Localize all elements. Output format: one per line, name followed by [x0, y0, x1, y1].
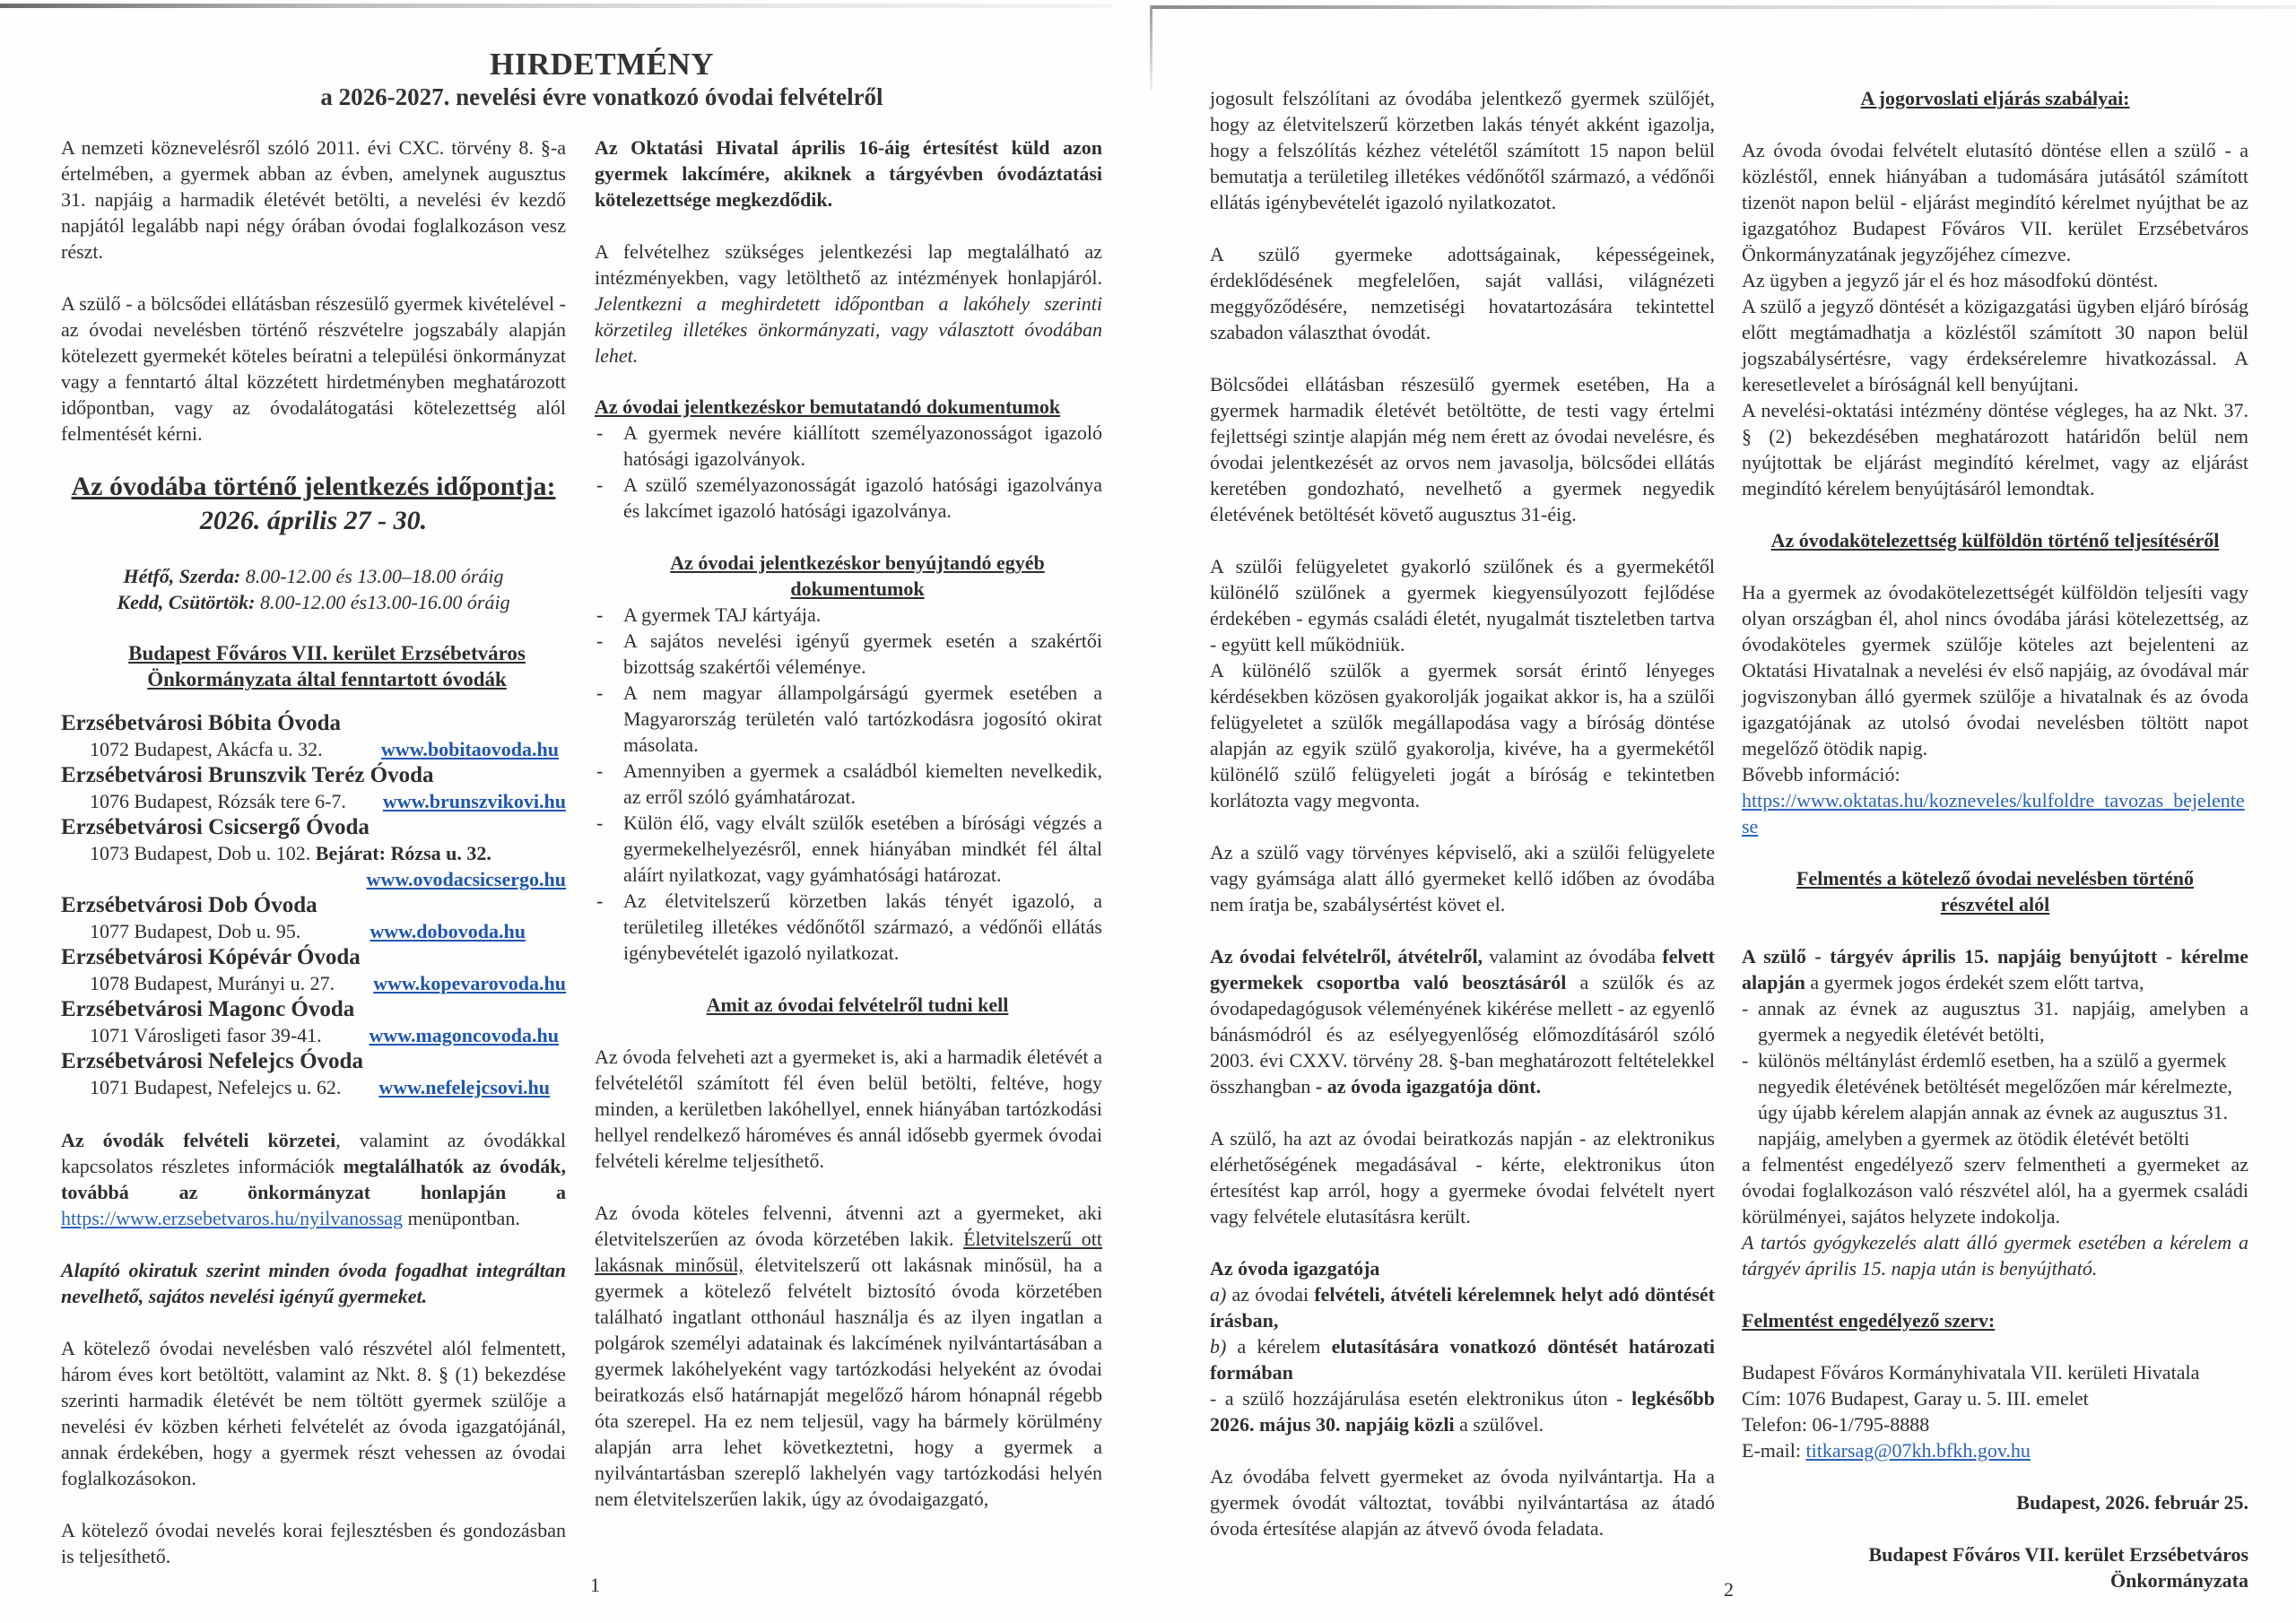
kindergarten-item: Erzsébetvárosi Dob Óvoda 1077 Budapest, Dob u. 95. www.dobovoda.hu: [61, 893, 526, 942]
custody-paragraph-1: A szülői felügyeletet gyakorló szülőnek és a gyermekétől különélő szülőnek a gyermek kiegyensúlyozott fejlődése érdekében - egymás családi életét, nyugalmát tiszteletben tartva - együtt kell működniük.: [1210, 555, 1715, 655]
date-line: Budapest, 2026. február 25.: [2016, 1491, 2248, 1514]
page1-column-2: [595, 135, 1102, 1538]
exempt-paragraph: A kötelező óvodai nevelésben való részvétel alól felmentett, három éves kort betöltött, valamint az Nkt. 8. § (1) bekezdése szerinti harmadik életévét be nem töltött gyermek szülője a nevelési év közben kérheti felvételét az óvoda igazgatójánál, annak érdekében, hogy a gyermek részt vehessen az óvodai foglalkozásokon.: [61, 1337, 566, 1489]
director-block: [1210, 1255, 1715, 1437]
nursery-paragraph: Bölcsődei ellátásban részesülő gyermek esetében, Ha a gyermek harmadik életévét betöltötte, de testi vagy értelmi fejlettségi szintje alapján még nem érett az óvodai nevelésre, és óvodai jelentkezését az orvos nem javasolja, bölcsődei ellátás keretében gondozható, nevelhető a gyermek negyedik életévének betöltését követő augusztus 31-éig.: [1210, 373, 1715, 525]
hours-row: Hétfő, Szerda: 8.00-12.00 és 13.00–18.00 óráig: [123, 565, 504, 587]
authority-phone: Telefon: 06-1/795-8888: [1742, 1413, 1930, 1436]
kindergarten-link[interactable]: www.dobovoda.hu: [370, 920, 526, 942]
page1-column-1: [61, 135, 566, 1595]
registry-paragraph: Az óvodába felvett gyermeket az óvoda nyilvántartja. Ha a gyermek óvodát változtat, további nyilvántartása az átadó óvoda értesítése alapján az átvevő óvoda feladata.: [1210, 1465, 1715, 1540]
appeal-paragraph-2: Az ügyben a jegyző jár el és hoz másodfokú döntést.: [1742, 269, 2159, 291]
abroad-paragraph: Ha a gyermek az óvodakötelezettségét külföldön teljesíti vagy olyan országban él, ahol nincs óvodába járási kötelezettség, az óvodaköteles gyermek szülője köteles azt bejelenteni az Oktatási Hivatalnak a nevelési év első napjáig, az óvodával már jogviszonyban álló gyermek szülője a hivatalnak és az óvoda igazgatójának az utolsó óvodai nevelésben töltött napot megelőző ötödik napig.: [1742, 581, 2248, 759]
authority-email-row: E-mail: titkarsag@07kh.bfkh.gov.hu: [1742, 1439, 2031, 1462]
exemption-list-item: - annak az évnek az augusztus 31. napjáig, amelyben a gyermek a negyedik életévét betölti,: [1742, 995, 2248, 1047]
exemption-tail: a felmentést engedélyező szerv felmentheti a gyermeket az óvodai foglalkozáson való részvétel alól, ha a gyermek családi körülményei, sajátos helyzete indokolja.: [1742, 1153, 2248, 1228]
signature: Budapest Főváros VII. kerület Erzsébetváros Önkormányzata: [1868, 1543, 2248, 1592]
exemption-list-item: - különös méltánylást érdemlő esetben, ha a szülő a gyermek negyedik életévének betöltését megelőzően már kérelmezte, úgy újabb kérelem alapján annak az évnek az augusztus 31. napjáig, amelyben a gyermek az ötödik életévét betölti: [1742, 1047, 2248, 1151]
kindergarten-link[interactable]: www.ovodacsicsergo.hu: [366, 868, 566, 890]
other-docs-list: [595, 602, 1102, 966]
exemption-heading: Felmentés a kötelező óvodai nevelésben történő részvétel alól: [1796, 867, 2194, 916]
director-item-c: - a szülő hozzájárulása esetén elektronikus úton - legkésőbb 2026. május 30. napjáig közli a szülővel.: [1210, 1387, 1715, 1436]
other-docs-list-item: - A nem magyar állampolgárságú gyermek esetében a Magyarország területén való tartózkodásra jogosító okirat másolata.: [595, 680, 1102, 758]
director-heading: Az óvoda igazgatója: [1210, 1257, 1380, 1280]
founding-paragraph: Alapító okiratuk szerint minden óvoda fogadhat integráltan nevelhető, sajátos nevelési igényű gyermeket.: [61, 1259, 566, 1307]
docs-list-item: - A gyermek nevére kiállított személyazonosságot igazoló hatósági igazolványok.: [595, 420, 1102, 472]
document-subtitle: a 2026-2027. nevelési évre vonatkozó óvodai felvételről: [320, 83, 883, 110]
early-development-paragraph: A kötelező óvodai nevelés korai fejlesztésben és gondozásban is teljesíthető.: [61, 1519, 566, 1567]
offense-paragraph: Az a szülő vagy törvényes képviselő, aki a szülői felügyelete vagy gyámsága alatt álló gyermeket kellő időben az óvodába nem íratja be, szabálysértést követ el.: [1210, 841, 1715, 916]
page-1: [0, 0, 1141, 1623]
know-heading: Amit az óvodai felvételről tudni kell: [706, 994, 1009, 1016]
exemption-italic-note: A tartós gyógykezelés alatt álló gyermek esetében a kérelem a tárgyév április 15. napja után is benyújtható.: [1742, 1231, 2248, 1280]
director-item-a: a) az óvodai felvételi, átvételi kérelemnek helyt adó döntését írásban,: [1210, 1283, 1715, 1332]
oktatas-link[interactable]: https://www.oktatas.hu/kozneveles/kulfoldre_tavozas_bejelentese: [1742, 789, 2245, 838]
docs-list: [595, 420, 1102, 524]
custody-paragraph-2: A különélő szülők a gyermek sorsát érintő lényeges kérdésekben közösen gyakorolják jogaikat akkor is, ha a szülői felügyeletet a szülők megállapodása vagy a bíróság döntése alapján az egyik szülő gyakorolja, kivéve, ha a gyermekétől különélő szülő felügyeleti jogát a bíróság e tekintetben korlátozta vagy megvonta.: [1210, 659, 1715, 812]
abroad-link-wrap: [1742, 787, 2248, 839]
appeal-paragraph-4: A nevelési-oktatási intézmény döntése végleges, ha az Nkt. 37. § (2) bekezdésében meghatározott határidőn belül nem nyújtottak be eljárást megindító kérelmet, vagy az eljárást megindító kérelem benyújtásáról lemondtak.: [1742, 399, 2248, 499]
page2-column-2: [1742, 85, 2248, 1593]
abroad-heading: Az óvodakötelezettség külföldön történő teljesítéséről: [1770, 529, 2220, 551]
office-hours: [61, 563, 566, 615]
other-docs-list-item: - A sajátos nevelési igényű gyermek esetén a szakértői bizottság szakértői véleménye.: [595, 628, 1102, 680]
other-docs-list-item: - Az életvitelszerű körzetben lakás tényét igazoló, a területileg illetékes védőnőtől származó, a védőnői ellátás igénybevételét igazoló nyilatkozat.: [595, 888, 1102, 966]
docs-list-item: - A szülő személyazonosságát igazoló hatósági igazolványa és lakcímet igazoló hatósági igazolványa.: [595, 472, 1102, 524]
hours-row: Kedd, Csütörtök: 8.00-12.00 és13.00-16.00 óráig: [117, 591, 510, 613]
kindergarten-item: Erzsébetvárosi Kópévár Óvoda 1078 Budapest, Murányi u. 27. www.kopevarovoda.hu: [61, 945, 566, 994]
kindergarten-link[interactable]: www.kopevarovoda.hu: [373, 972, 566, 994]
enrollment-heading-block: [61, 470, 566, 538]
kindergarten-link[interactable]: www.brunszvikovi.hu: [382, 790, 566, 812]
kindergarten-link[interactable]: www.magoncovoda.hu: [369, 1024, 559, 1046]
authority-email-link[interactable]: titkarsag@07kh.bfkh.gov.hu: [1805, 1439, 2031, 1462]
other-docs-heading: Az óvodai jelentkezéskor benyújtandó egyéb dokumentumok: [670, 551, 1045, 600]
intro-paragraph-1: A nemzeti köznevelésről szóló 2011. évi CXC. törvény 8. §-a értelmében, a gyermek abban az évben, amelynek augusztus 31. napjáig a harmadik életévét betölti, a nevelési év kezdő napjától legalább napi négy órában óvodai foglalkozáson vesz részt.: [61, 136, 566, 263]
authority-block: [1742, 1359, 2248, 1463]
electronic-paragraph: A szülő, ha azt az óvodai beiratkozás napján - az elektronikus elérhetőségének megadásával - kérte, elektronikus úton értesítést kap arról, hogy a gyermeke óvodai felvételt nyert vagy felvétele elutasításra került.: [1210, 1127, 1715, 1228]
erzsebetvaros-link[interactable]: https://www.erzsebetvaros.hu/nyilvanossag: [61, 1207, 404, 1229]
appeal-paragraph-1: Az óvoda óvodai felvételt elutasító döntése ellen a szülő - a közléstől, ennek hiányában a tudomására jutásától számított tizenöt napon belül - eljárást megindító kérelmet nyújthat be az igazgatóhoz Budapest Főváros VII. kerület Erzsébetváros Önkormányzatának jegyzőjéhez címezve.: [1742, 139, 2248, 265]
kindergarten-item: Erzsébetvárosi Brunszvik Teréz Óvoda 1076 Budapest, Rózsák tere 6-7. www.brunszvikovi.hu: [61, 763, 566, 812]
page-number: 1: [590, 1574, 600, 1596]
kindergarten-item: Erzsébetvárosi Nefelejcs Óvoda 1071 Budapest, Nefelejcs u. 62. www.nefelejcsovi.hu: [61, 1049, 550, 1098]
other-docs-list-item: - A gyermek TAJ kártyája.: [595, 602, 1102, 628]
other-docs-list-item: - Amennyiben a gyermek a családból kiemelten nevelkedik, az erről szóló gyámhatározat.: [595, 758, 1102, 810]
docs-heading: Az óvodai jelentkezéskor bemutatandó dokumentumok: [595, 395, 1061, 418]
enrollment-dates: 2026. április 27 - 30.: [199, 506, 428, 535]
kindergarten-item: Erzsébetvárosi Csicsergő Óvoda 1073 Budapest, Dob u. 102. Bejárat: Rózsa u. 32. www.ovodacsicsergo.hu: [61, 815, 566, 890]
kindergarten-item: Erzsébetvárosi Magonc Óvoda 1071 Városligeti fasor 39-41. www.magoncovoda.hu: [61, 997, 559, 1046]
document-title: HIRDETMÉNY: [489, 47, 715, 82]
director-item-b: b) a kérelem elutasítására vonatkozó döntését határozati formában: [1210, 1335, 1716, 1384]
know-paragraph-1: Az óvoda felveheti azt a gyermeket is, aki a harmadik életévét a felvételétől számított fél éven belül betölti, feltéve, hogy minden, a kerületben lakóhellyel, ennek hiányában tartózkodási hellyel rendelkező hároméves és annál idősebb gyermek óvodai felvételi kérelme teljesíthető.: [595, 1046, 1102, 1172]
decision-paragraph: Az óvodai felvételről, átvételről, valamint az óvodába felvett gyermekek csoportba való beosztásáról a szülők és az óvodapedagógusok véleményének kikérése mellett - az egyenlő bánásmódról és az esélyegyenlőség előmozdításáról szóló 2003. évi CXXV. törvény 28. §-ban meghatározott feltételekkel összhangban - az óvoda igazgatója dönt.: [1210, 945, 1715, 1098]
maintainer-heading: Budapest Főváros VII. kerület Erzsébetváros Önkormányzata által fenntartott óvodák: [128, 642, 526, 690]
choice-paragraph: A szülő gyermeke adottságainak, képességeinek, érdeklődésének megfelelően, saját vallási, világnézeti meggyőződésére, nemzetiségi hovatartozására tekintettel szabadon választhat óvodát.: [1210, 243, 1715, 343]
kindergarten-item: Erzsébetvárosi Bóbita Óvoda 1072 Budapest, Akácfa u. 32. www.bobitaovoda.hu: [61, 711, 559, 760]
districts-paragraph: Az óvodák felvételi körzetei, valamint az óvodákkal kapcsolatos részletes információk megtalálhatók az óvodák, továbbá az önkormányzat honlapján a https://www.erzsebetvaros.hu/nyilvanossag menüpontban.: [61, 1129, 567, 1229]
exemption-list: [1742, 995, 2248, 1151]
page-number: 2: [1724, 1578, 1734, 1601]
know-paragraph-2: Az óvoda köteles felvenni, átvenni azt a gyermeket, aki életvitelszerűen az óvoda körzetében lakik. Életvitelszerű ott lakásnak minősül, életvitelszerű ott lakásnak minősül, ha a gyermek a kötelező felvételt biztosító óvoda körzetében található ingatlant otthonául használja és az ilyen ingatlan a polgárok személyi adatainak és lakcímének nyilvántartásában a gyermek lakóhelyeként vagy tartózkodási helyeként az óvodai beiratkozás első határnapját megelőző három hónapnál régebb óta szerepel. Ha ez nem teljesül, vagy ha bármely körülmény alapján arra lehet következtetni, hogy a gyermek a nyilvántartásban szereplő lakhelyén vagy tartózkodási helyén nem életvitelszerűen lakik, úgy az óvodaigazgató,: [595, 1202, 1102, 1510]
kindergarten-list: [61, 710, 566, 1100]
enrollment-heading: Az óvodába történő jelentkezés időpontja:: [71, 472, 556, 501]
abroad-more-label: Bővebb információ:: [1742, 763, 1900, 785]
appeal-heading: A jogorvoslati eljárás szabályai:: [1860, 87, 2130, 109]
exemption-lead: A szülő - tárgyév április 15. napjáig benyújtott - kérelme alapján a gyermek jogos érdekét szem előtt tartva,: [1742, 945, 2248, 994]
form-paragraph: A felvételhez szükséges jelentkezési lap megtalálható az intézményekben, vagy letölthető az intézmények honlapjáról. Jelentkezni a meghirdetett időpontban a lakóhely szerinti körzetileg illetékes önkormányzati, vagy választott óvodában lehet.: [595, 240, 1102, 367]
kindergarten-link[interactable]: www.bobitaovoda.hu: [380, 738, 559, 760]
appeal-paragraph-3: A szülő a jegyző döntését a közigazgatási ügyben eljáró bíróság előtt megtámadhatja a közléstől számított 30 napon belül jogszabálysértésre, vagy érdeksérelemre hivatkozással. A keresetlevelet a bíróságnál kell benyújtani.: [1742, 295, 2248, 395]
kindergarten-link[interactable]: www.nefelejcsovi.hu: [378, 1076, 550, 1098]
other-docs-list-item: - Külön élő, vagy elvált szülők esetében a bírósági végzés a gyermekelhelyezésről, ennek hiányában mindkét fél által aláírt nyilatkozat, vagy gyámhatósági határozat.: [595, 810, 1102, 888]
authority-address: Cím: 1076 Budapest, Garay u. 5. III. emelet: [1742, 1387, 2089, 1410]
intro-paragraph-2: A szülő - a bölcsődei ellátásban részesülő gyermek kivételével - az óvodai nevelésben történő részvételre jogszabály alapján kötelezett gyermekét köteles beíratni a települési önkormányzat vagy a fenntartó által közzétett hirdetményben meghatározott időpontban, vagy az óvodalátogatási kötelezettség alól felmentését kérni.: [61, 292, 566, 445]
page-2: [1150, 0, 2296, 1623]
authority-name: Budapest Főváros Kormányhivatala VII. kerületi Hivatala: [1742, 1361, 2200, 1384]
page2-column-1: [1210, 85, 1715, 1567]
notice-paragraph: Az Oktatási Hivatal április 16-áig értesítést küld azon gyermek lakcímére, akiknek a tárgyévben óvodáztatási kötelezettsége megkezdődik.: [595, 136, 1102, 211]
authority-heading: Felmentést engedélyező szerv:: [1742, 1309, 1996, 1332]
continuation-paragraph: jogosult felszólítani az óvodába jelentkező gyermek szülőjét, hogy az életvitelszerű körzetben lakás tényét akként igazolja, hogy a felszólítás kézhez vételétől számított 15 napon belül bemutatja a területileg illetékes védőnőtől származó, a védőnői ellátás igénybevételét igazoló nyilatkozatot.: [1210, 87, 1715, 213]
